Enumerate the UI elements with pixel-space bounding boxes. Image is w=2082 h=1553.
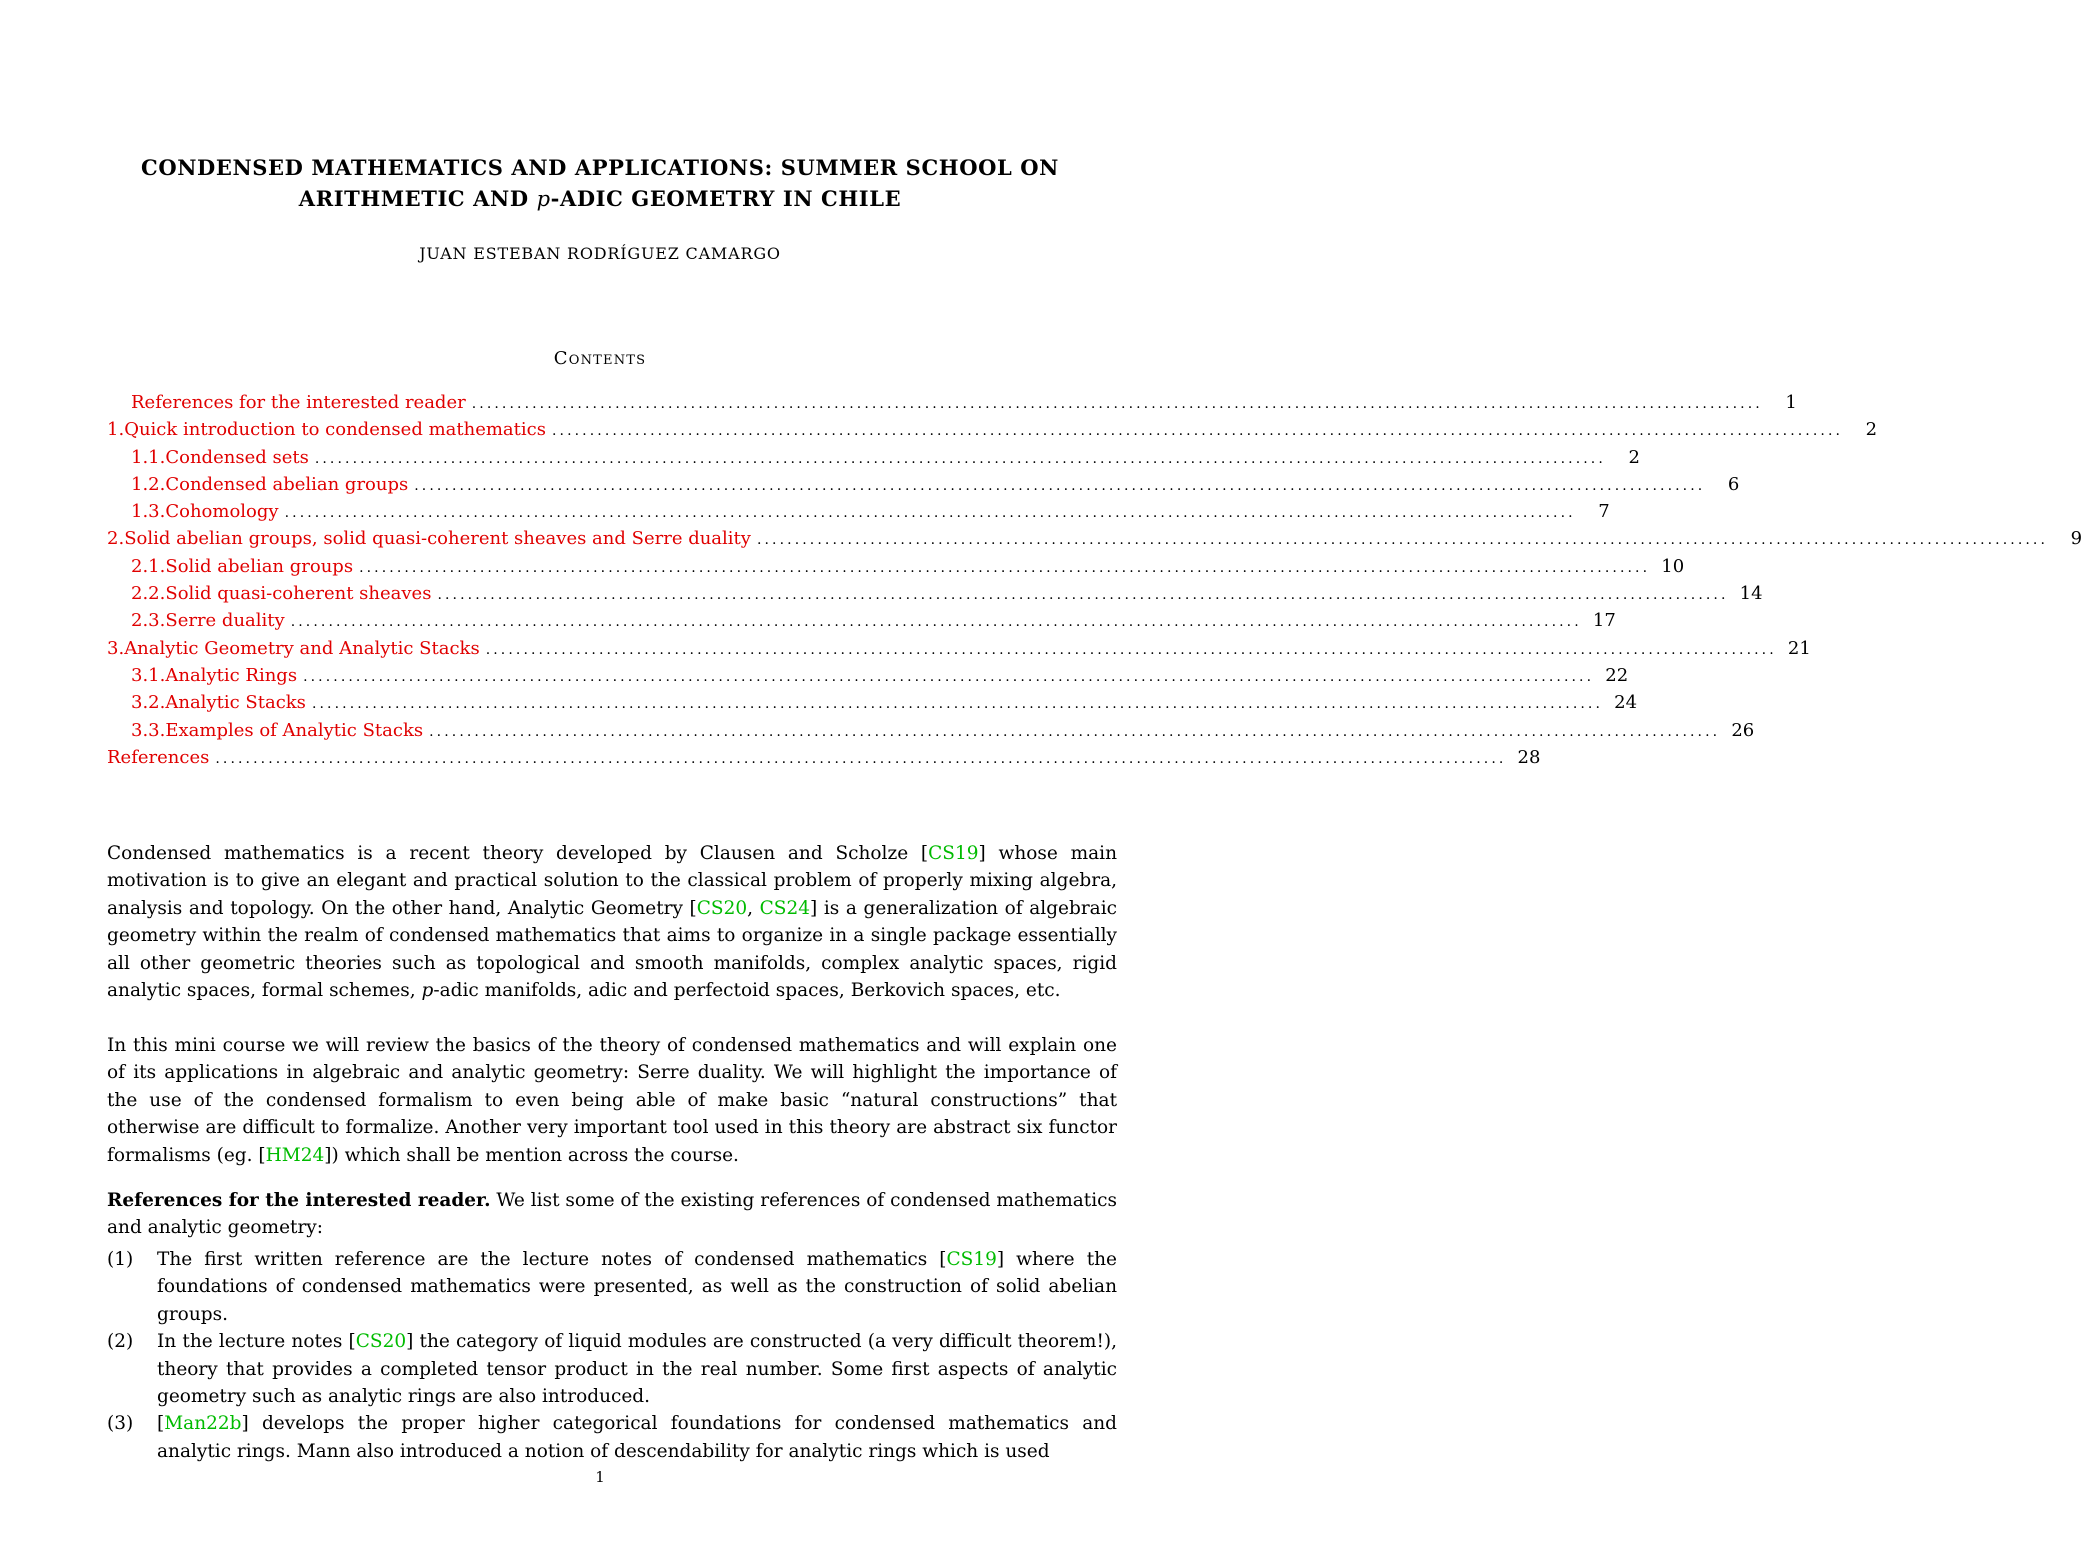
toc-leader-dots: ........................................................................................................................................................................... (551, 423, 1844, 440)
toc-entry-title[interactable]: Examples of Analytic Stacks (165, 719, 424, 741)
toc-leader-dots: ........................................................................................................................................................................... (756, 532, 2049, 549)
toc-entry-page: 1 (1785, 392, 1797, 413)
toc-entry-title[interactable]: Condensed sets (165, 446, 309, 468)
list-item-number: (3) (107, 1413, 134, 1435)
list-item (107, 1410, 1117, 1465)
toc-entry-section-2-3[interactable] (107, 607, 1616, 634)
toc-entry-page: 28 (1517, 746, 1541, 768)
toc-leader-dots: ........................................................................................................................................................................... (290, 614, 1582, 631)
toc-entry-section-1-2[interactable] (107, 471, 1740, 498)
text-run: -adic manifolds, adic and perfectoid spaces, Berkovich spaces, etc. (433, 980, 1061, 1002)
toc-entry-page: 2 (1865, 419, 1878, 441)
text-run: ] develops the proper higher categorical foundations for condensed mathematics and analytic rings. Mann also introduced a notion of descendability for analytic rings which is used (157, 1413, 1117, 1462)
toc-entry-page: 24 (1614, 692, 1638, 714)
table-of-contents (107, 389, 2082, 771)
toc-entry-section-1-3[interactable] (107, 498, 1610, 525)
toc-entry-section-2[interactable] (107, 525, 2082, 552)
toc-entry-page: 14 (1739, 583, 1763, 605)
toc-leader-dots: ........................................................................................................................................................................... (215, 750, 1507, 767)
toc-leader-dots: ........................................................................................................................................................................... (303, 668, 1595, 685)
contents-heading: Contents (553, 348, 647, 369)
toc-entry-number[interactable]: 1. (107, 419, 125, 441)
intro-paragraph-1 (107, 840, 1117, 1004)
text-run: In this mini course we will review the basics of the theory of condensed mathematics and will explain one of its applications in algebraic and analytic geometry: Serre duality. We will highlight the importance of the use of the condensed formalism to even being able of make basic “natural constructions” that otherwise are difficult to formalize. Another very important tool used in this theory are abstract six functor formalisms (eg. [ (107, 1035, 1117, 1166)
section-heading-refs: References for the interested reader. (107, 1190, 491, 1211)
toc-entry-title[interactable]: References (107, 746, 210, 768)
toc-entry-number[interactable]: 1.1. (131, 446, 166, 468)
toc-entry-title[interactable]: Condensed abelian groups (165, 473, 409, 495)
toc-entry-page: 7 (1598, 501, 1610, 523)
toc-leader-dots: ........................................................................................................................................................................... (314, 450, 1606, 467)
toc-entry-number[interactable]: 2.1. (131, 555, 166, 577)
toc-leader-dots: ........................................................................................................................................................................... (429, 723, 1721, 740)
author-name: JUAN ESTEBAN RODRÍGUEZ CAMARGO (419, 244, 781, 263)
toc-entry-number[interactable]: 3.2. (131, 692, 166, 714)
toc-entry-number[interactable]: 3.3. (131, 719, 166, 741)
paragraph (107, 1032, 1117, 1169)
toc-entry-number[interactable]: 1.3. (131, 501, 166, 523)
text-run: ] where the foundations of condensed mathematics were presented, as well as the construction of solid abelian groups. (157, 1249, 1117, 1325)
toc-entry-number[interactable]: 2.3. (131, 610, 166, 632)
paragraph (107, 1187, 1117, 1242)
text-run: , (747, 897, 760, 919)
intro-paragraph-2 (107, 1032, 1117, 1169)
toc-entry-number[interactable]: 3.1. (131, 664, 166, 686)
toc-entry-page: 10 (1661, 555, 1685, 577)
toc-entry-section-1-1[interactable] (107, 444, 1640, 471)
toc-entry-page: 17 (1592, 610, 1616, 632)
toc-entry-title[interactable]: References for the interested reader (131, 392, 466, 413)
text-run: ] whose main motivation is to give an elegant and practical solution to the classical problem of properly mixing algebra, analysis and topology. On the other hand, Analytic Geometry [ (107, 843, 1117, 919)
citation-link-cs20[interactable]: CS20 (355, 1331, 407, 1353)
toc-entry-page: 26 (1731, 719, 1755, 741)
title-line-2 (100, 183, 1100, 215)
list-item (107, 1246, 1117, 1328)
toc-entry-section-3-2[interactable] (107, 689, 1638, 716)
toc-entry-title[interactable]: Analytic Rings (165, 664, 298, 686)
toc-entry-title[interactable]: Solid abelian groups (165, 555, 354, 577)
toc-entry-number[interactable]: 1.2. (131, 473, 166, 495)
citation-link-cs24[interactable]: CS24 (759, 897, 811, 919)
citation-link-hm24[interactable]: HM24 (265, 1144, 325, 1166)
toc-entry-section-3-3[interactable] (107, 717, 1755, 744)
toc-entry-number[interactable]: 3. (107, 637, 125, 659)
reference-list (107, 1246, 1117, 1465)
toc-entry-number[interactable]: 2.2. (131, 583, 166, 605)
toc-entry-title[interactable]: Analytic Stacks (165, 692, 306, 714)
list-item-text (157, 1246, 1117, 1328)
toc-entry-section-3[interactable] (107, 635, 1811, 662)
text-run: ]) which shall be mention across the course. (324, 1144, 739, 1166)
list-item-text (157, 1328, 1117, 1410)
citation-link-cs20[interactable]: CS20 (696, 897, 748, 919)
title-line-2-pre: ARITHMETIC AND (298, 186, 537, 211)
math-var-p: p (421, 980, 434, 1002)
toc-leader-dots: ........................................................................................................................................................................... (359, 559, 1651, 576)
text-run: Condensed mathematics is a recent theory developed by Clausen and Scholze [ (107, 843, 929, 864)
toc-entry-number[interactable]: 2. (107, 528, 125, 550)
toc-entry-page: 9 (2070, 528, 2082, 550)
refs-section-intro (107, 1187, 1117, 1242)
toc-entry-references[interactable] (107, 744, 1541, 771)
title-var-p: p (536, 187, 551, 211)
toc-entry-page: 22 (1605, 664, 1629, 686)
citation-link-cs19[interactable]: CS19 (946, 1249, 997, 1270)
toc-entry-title[interactable]: Solid quasi-coherent sheaves (165, 583, 432, 605)
toc-entry-page: 21 (1787, 637, 1811, 659)
list-item-number: (1) (107, 1249, 134, 1270)
toc-entry-title[interactable]: Cohomology (165, 501, 279, 523)
text-run: We list some of the existing references of condensed mathematics and analytic geometry: (107, 1190, 1118, 1239)
toc-leader-dots: ........................................................................................................................................................................... (311, 696, 1604, 713)
paper-title (100, 152, 1100, 215)
text-run: [ (157, 1413, 165, 1435)
toc-entry-title[interactable]: Serre duality (165, 610, 285, 632)
text-run: The first written reference are the lecture notes of condensed mathematics [ (157, 1249, 947, 1270)
text-run: In the lecture notes [ (157, 1331, 356, 1353)
title-line-2-post: -ADIC GEOMETRY IN CHILE (550, 186, 902, 211)
paragraph (107, 840, 1117, 1004)
toc-entry-title[interactable]: Analytic Geometry and Analytic Stacks (124, 637, 480, 659)
list-item-number: (2) (107, 1331, 134, 1353)
text-run: ] is a generalization of algebraic geometry within the realm of condensed mathematics that aims to organize in a single package essentially all other geometric theories such as topological and smooth manifolds, complex analytic spaces, rigid analytic spaces, formal schemes, (107, 897, 1117, 1002)
toc-entry-page: 6 (1727, 473, 1740, 495)
citation-link-man22b[interactable]: Man22b (164, 1413, 242, 1435)
text-run: ] the category of liquid modules are constructed (a very difficult theorem!), theory that provides a completed tensor product in the real number. Some first aspects of analytic geometry such as analytic rings are also introduced. (157, 1331, 1117, 1408)
toc-entry-page: 2 (1628, 446, 1640, 468)
toc-leader-dots: ........................................................................................................................................................................... (414, 477, 1706, 494)
toc-entry-section-2-1[interactable] (107, 553, 1685, 580)
toc-leader-dots: ........................................................................................................................................................................... (284, 505, 1576, 522)
title-line-1: CONDENSED MATHEMATICS AND APPLICATIONS: SUMMER SCHOOL ON (141, 155, 1059, 180)
toc-entry-section-3-1[interactable] (107, 662, 1629, 689)
citation-link-cs19[interactable]: CS19 (928, 843, 979, 864)
toc-entry-title[interactable]: Solid abelian groups, solid quasi-coherent sheaves and Serre duality (124, 528, 751, 550)
toc-leader-dots: ........................................................................................................................................................................... (471, 396, 1763, 412)
page-number: 1 (595, 1468, 605, 1486)
toc-entry-refs-reader[interactable] (107, 389, 1797, 416)
toc-leader-dots: ........................................................................................................................................................................... (437, 587, 1729, 604)
toc-leader-dots: ........................................................................................................................................................................... (485, 641, 1777, 658)
toc-entry-section-1[interactable] (107, 416, 1878, 443)
list-item (107, 1328, 1117, 1410)
toc-entry-title[interactable]: Quick introduction to condensed mathematics (124, 419, 546, 441)
toc-entry-section-2-2[interactable] (107, 580, 1763, 607)
list-item-text (157, 1410, 1117, 1465)
